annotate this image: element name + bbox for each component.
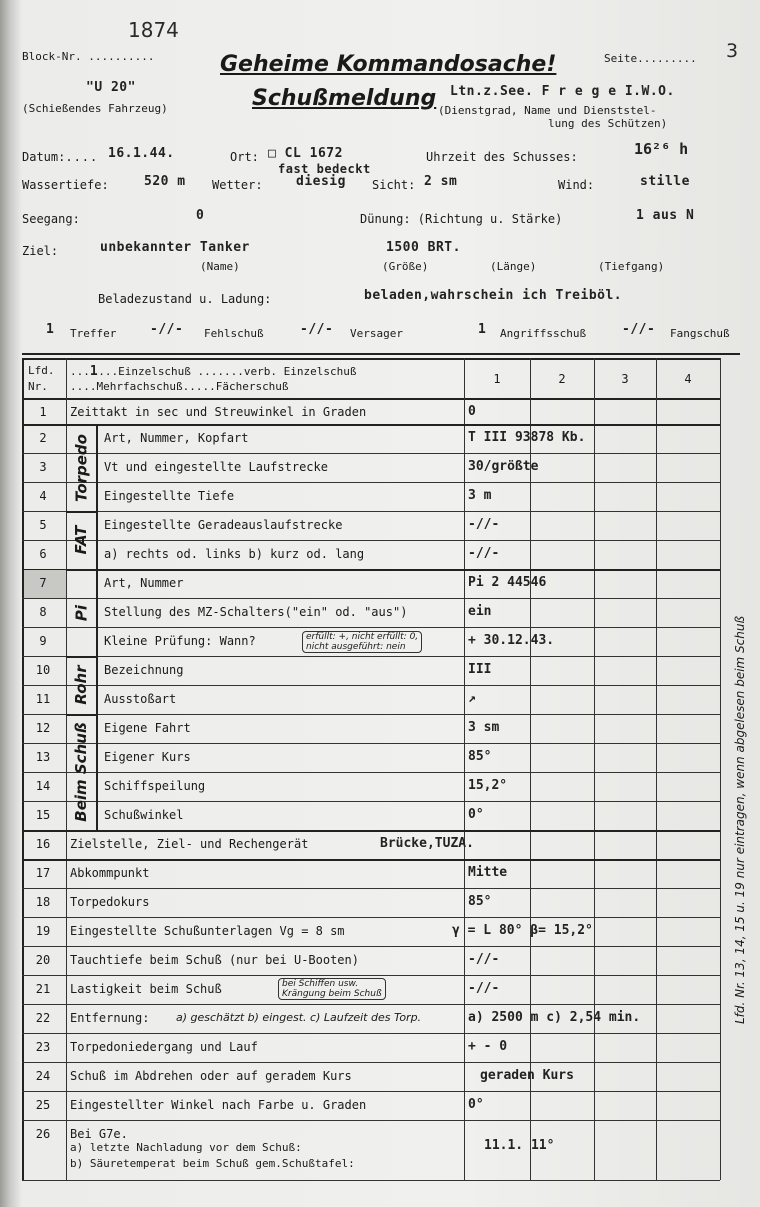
ziel-groesse-value: 1500 BRT. xyxy=(386,240,461,255)
ziel-value: unbekannter Tanker xyxy=(100,240,250,255)
row-number: 23 xyxy=(35,1040,51,1054)
vessel-value: "U 20" xyxy=(86,80,136,95)
row-value: -//- xyxy=(468,952,500,967)
row-number: 19 xyxy=(35,924,51,938)
datum-value: 16.1.44. xyxy=(108,146,175,161)
table-row-line xyxy=(22,1004,720,1005)
table-border-right xyxy=(720,358,721,1180)
row-label: Zielstelle, Ziel- und Rechengerät xyxy=(70,837,309,851)
row-label: Kleine Prüfung: Wann? xyxy=(104,634,256,648)
ort-label: Ort: xyxy=(230,150,259,164)
table-row-line xyxy=(22,1091,720,1092)
row26-a: a) letzte Nachladung vor dem Schuß: xyxy=(70,1141,302,1154)
versager-value: -//- xyxy=(300,322,334,337)
row-value: 0° xyxy=(468,807,484,822)
wassertiefe-value: 520 m xyxy=(144,174,186,189)
beladung-value: beladen,wahrschein ich Treiböl. xyxy=(364,288,623,303)
row-label: Eigene Fahrt xyxy=(104,721,191,735)
row-value: III xyxy=(468,662,492,677)
row-label: Stellung des MZ-Schalters("ein" od. "aus") xyxy=(104,605,408,619)
row-label: Vt und eingestellte Laufstrecke xyxy=(104,460,328,474)
row-number: 4 xyxy=(39,489,47,503)
row-label: Schußwinkel xyxy=(104,808,184,822)
document-number: 1874 xyxy=(128,18,179,42)
row-number: 5 xyxy=(39,518,47,532)
row-value: 85° xyxy=(468,894,492,909)
table-row-line xyxy=(22,511,720,512)
group-label-1: FAT xyxy=(72,525,90,555)
fangschuss-label: Fangschuß xyxy=(670,327,730,340)
row-label: Eingestellte Schußunterlagen Vg = 8 sm xyxy=(70,924,345,938)
row-value: γ = L 80° β= 15,2° xyxy=(452,923,593,938)
page-label: Seite......... xyxy=(604,52,697,65)
row-value: 15,2° xyxy=(468,778,508,793)
row-number: 2 xyxy=(39,431,47,445)
col-header-4: 4 xyxy=(684,372,692,386)
ziel-sub-tiefgang: (Tiefgang) xyxy=(598,260,665,273)
row-number: 13 xyxy=(35,750,51,764)
row-label: Eigener Kurs xyxy=(104,750,191,764)
duenung-value: 1 aus N xyxy=(636,208,695,223)
block-label: Block-Nr. .......... xyxy=(22,50,155,63)
row-number: 6 xyxy=(39,547,47,561)
page-number: 3 xyxy=(726,40,739,62)
row-number: 14 xyxy=(35,779,51,793)
table-border-top xyxy=(22,358,720,360)
table-row-line xyxy=(22,975,720,976)
row-value: a) 2500 m c) 2,54 min. xyxy=(468,1010,641,1025)
seegang-value: 0 xyxy=(196,208,205,223)
row-label: Tauchtiefe beim Schuß (nur bei U-Booten) xyxy=(70,953,359,967)
row-value: -//- xyxy=(468,981,500,996)
row-value: 3 sm xyxy=(468,720,500,735)
group-label-4: Beim Schuß xyxy=(72,722,90,822)
wind-value: stille xyxy=(640,174,690,189)
row-number: 20 xyxy=(35,953,51,967)
fehlschuss-label: Fehlschuß xyxy=(204,327,264,340)
row-label: Eingestellte Tiefe xyxy=(104,489,235,503)
group-column-line xyxy=(96,424,98,830)
row-value: 30/größte xyxy=(468,459,539,474)
table-head-line2: ....Mehrfachschuß.....Fächerschuß xyxy=(70,380,289,393)
shooter-label-1: (Dienstgrad, Name und Dienststel- xyxy=(438,104,657,117)
row-label: Eingestellter Winkel nach Farbe u. Graden xyxy=(70,1098,367,1112)
row-label: Eingestellte Geradeauslaufstrecke xyxy=(104,518,343,532)
table-section-line xyxy=(22,859,720,861)
angriffsschuss-label: Angriffsschuß xyxy=(500,327,587,340)
row-number: 9 xyxy=(39,634,47,648)
row-value: ein xyxy=(468,604,492,619)
row-number: 12 xyxy=(35,721,51,735)
versager-label: Versager xyxy=(350,327,403,340)
group-label-0: Torpedo xyxy=(72,433,90,502)
table-section-line xyxy=(22,830,720,832)
table-row-line xyxy=(22,453,720,454)
row-number: 1 xyxy=(39,405,47,419)
table-border-top-outer xyxy=(22,353,740,355)
wetter-value-1: fast bedeckt xyxy=(278,162,371,176)
ziel-sub-groesse: (Größe) xyxy=(382,260,429,273)
beladung-label: Beladezustand u. Ladung: xyxy=(98,292,272,306)
table-row-line xyxy=(22,1033,720,1034)
row22-parts: a) geschätzt b) eingest. c) Laufzeit des Torp. xyxy=(176,1011,422,1024)
datum-label: Datum:.... xyxy=(22,150,99,164)
row-value: -//- xyxy=(468,517,500,532)
duenung-label: Dünung: (Richtung u. Stärke) xyxy=(360,212,563,226)
row-label: Torpedokurs xyxy=(70,895,150,909)
wassertiefe-label: Wassertiefe: xyxy=(22,178,109,192)
uhrzeit-label: Uhrzeit des Schusses: xyxy=(426,150,578,164)
row-number: 7 xyxy=(39,576,47,590)
table-row-line xyxy=(22,598,720,599)
row-number: 11 xyxy=(35,692,51,706)
row-label: Schiffspeilung xyxy=(104,779,206,793)
row-value: 85° xyxy=(468,749,492,764)
row-number: 24 xyxy=(35,1069,51,1083)
row-value: ↗ xyxy=(468,691,476,706)
group-label-3: Rohr xyxy=(72,665,90,705)
row-label: Abkommpunkt xyxy=(70,866,150,880)
row-value: 0° xyxy=(468,1097,484,1112)
table-section-line xyxy=(22,569,720,571)
ort-value: □ CL 1672 xyxy=(268,146,343,161)
uhrzeit-value: 16²⁶ h xyxy=(634,140,689,158)
col-header-2: 2 xyxy=(558,372,566,386)
ziel-sub-laenge: (Länge) xyxy=(490,260,537,273)
treffer-label: Treffer xyxy=(70,327,117,340)
row-label: Art, Nummer, Kopfart xyxy=(104,431,249,445)
fehlschuss-value: -//- xyxy=(150,322,184,337)
row-number: 26 xyxy=(35,1127,51,1141)
table-row-line xyxy=(22,917,720,918)
fangschuss-value: -//- xyxy=(622,322,656,337)
table-section-line xyxy=(22,424,720,426)
table-head-line1: ...1...Einzelschuß .......verb. Einzelschuß xyxy=(70,364,357,379)
document-subtitle: Schußmeldung xyxy=(252,86,437,111)
table-row-line xyxy=(22,685,720,686)
row21-note: bei Schiffen usw. Krängung beim Schuß xyxy=(278,978,386,1000)
row-value: geraden Kurs xyxy=(480,1068,574,1083)
row-label: a) rechts od. links b) kurz od. lang xyxy=(104,547,365,561)
side-note: Lfd. Nr. 13, 14, 15 u. 19 nur eintragen, wenn abgelesen beim Schuß xyxy=(733,615,747,1025)
wind-label: Wind: xyxy=(558,178,595,192)
row-number: 18 xyxy=(35,895,51,909)
row-number: 15 xyxy=(35,808,51,822)
col-header-3: 3 xyxy=(621,372,629,386)
wetter-label: Wetter: xyxy=(212,178,263,192)
table-row-line xyxy=(22,1062,720,1063)
sicht-value: 2 sm xyxy=(424,174,458,189)
row26-b: b) Säuretemperat beim Schuß gem.Schußtafel: xyxy=(70,1157,355,1170)
row-value: Brücke,TUZA. xyxy=(380,836,474,851)
table-row-line xyxy=(22,656,720,657)
row-value: T III 93878 Kb. xyxy=(468,430,586,445)
row-number: 21 xyxy=(35,982,51,996)
group-label-2: Pi xyxy=(72,604,90,621)
col-header-1: 1 xyxy=(493,372,501,386)
treffer-value: 1 xyxy=(46,322,55,337)
row-value: + 30.12.43. xyxy=(468,633,555,648)
row-label: Entfernung: xyxy=(70,1011,150,1025)
sicht-label: Sicht: xyxy=(372,178,416,192)
row-label: Bezeichnung xyxy=(104,663,184,677)
row-label: Lastigkeit beim Schuß xyxy=(70,982,222,996)
table-row-line xyxy=(22,482,720,483)
shooter-label-2: lung des Schützen) xyxy=(548,117,668,130)
table-border-bottom xyxy=(22,1180,720,1181)
row-value: 3 m xyxy=(468,488,492,503)
lfd-label: Lfd. xyxy=(28,364,55,377)
table-row-line xyxy=(22,772,720,773)
document-title: Geheime Kommandosache! xyxy=(220,52,557,77)
row-number: 3 xyxy=(39,460,47,474)
row-value: + - 0 xyxy=(468,1039,508,1054)
seegang-label: Seegang: xyxy=(22,212,80,226)
row-label: Schuß im Abdrehen oder auf geradem Kurs xyxy=(70,1069,352,1083)
angriffsschuss-value: 1 xyxy=(478,322,487,337)
row-value: -//- xyxy=(468,546,500,561)
row-label: Art, Nummer xyxy=(104,576,184,590)
table-row-line xyxy=(22,801,720,802)
row-number: 10 xyxy=(35,663,51,677)
ziel-label: Ziel: xyxy=(22,244,59,258)
vessel-label: (Schießendes Fahrzeug) xyxy=(22,102,168,115)
table-row-line xyxy=(22,627,720,628)
row-number: 8 xyxy=(39,605,47,619)
row-value: 0 xyxy=(468,404,476,419)
nr-label: Nr. xyxy=(28,380,48,393)
row-label: Ausstoßart xyxy=(104,692,177,706)
row-number: 17 xyxy=(35,866,51,880)
row-number: 16 xyxy=(35,837,51,851)
table-row-line xyxy=(22,540,720,541)
row-value: Pi 2 44546 xyxy=(468,575,547,590)
row-label: Torpedoniedergang und Lauf xyxy=(70,1040,258,1054)
row-value: 11.1. 11° xyxy=(484,1138,555,1153)
table-row-line xyxy=(22,888,720,889)
wetter-value-2: diesig xyxy=(296,174,346,189)
row-label: Bei G7e. xyxy=(70,1127,128,1141)
row9-note: erfüllt: +, nicht erfüllt: 0, nicht ausgeführt: nein xyxy=(302,631,422,653)
row-number: 22 xyxy=(35,1011,51,1025)
table-head-divider xyxy=(22,398,720,400)
table-row-line xyxy=(22,1120,720,1121)
table-row-line xyxy=(22,714,720,715)
table-row-line xyxy=(22,946,720,947)
row-label: Zeittakt in sec und Streuwinkel in Graden xyxy=(70,405,367,419)
table-row-line xyxy=(22,743,720,744)
shooter-value: Ltn.z.See. F r e g e I.W.O. xyxy=(450,84,675,99)
row-number: 25 xyxy=(35,1098,51,1112)
ziel-sub-name: (Name) xyxy=(200,260,240,273)
row-value: Mitte xyxy=(468,865,508,880)
